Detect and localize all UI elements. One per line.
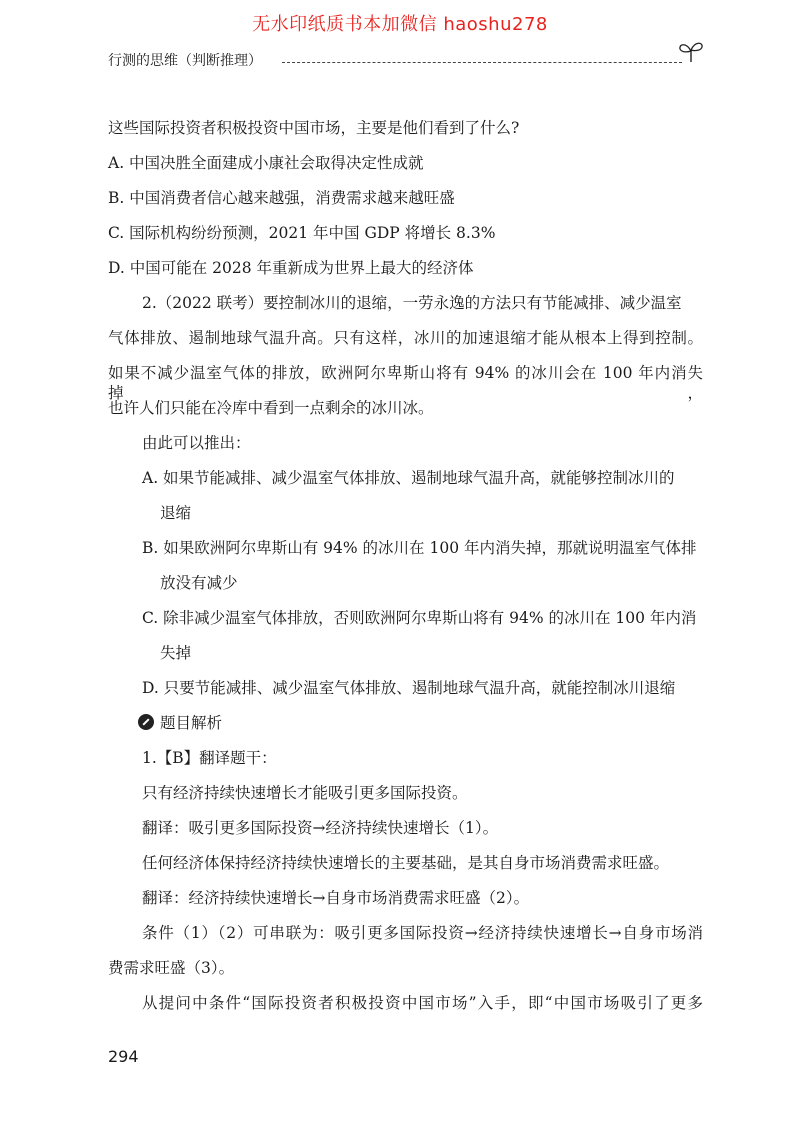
question-2-option-c: C. 除非减少温室气体排放，否则欧洲阿尔卑斯山将有 94% 的冰川在 100 年内消 bbox=[142, 609, 697, 627]
analysis-line-3: 翻译：吸引更多国际投资→经济持续快速增长（1）。 bbox=[142, 819, 499, 837]
question-2-option-c-cont: 失掉 bbox=[160, 644, 192, 662]
analysis-line-4: 任何经济体保持经济持续快速增长的主要基础，是其自身市场消费需求旺盛。 bbox=[142, 854, 670, 872]
question-2-prompt: 由此可以推出： bbox=[142, 434, 251, 452]
question-2-option-a: A. 如果节能减排、减少温室气体排放、遏制地球气温升高，就能够控制冰川的 bbox=[142, 469, 675, 487]
sprout-icon bbox=[676, 36, 706, 66]
analysis-line-2: 只有经济持续快速增长才能吸引更多国际投资。 bbox=[142, 784, 468, 802]
page-number: 294 bbox=[108, 1047, 139, 1066]
question-1-option-d: D. 中国可能在 2028 年重新成为世界上最大的经济体 bbox=[108, 259, 474, 277]
question-2-option-a-cont: 退缩 bbox=[160, 504, 192, 522]
analysis-line-6: 条件（1）（2）可串联为：吸引更多国际投资→经济持续快速增长→自身市场消 bbox=[142, 924, 703, 942]
question-2-line-3: 如果不减少温室气体的排放，欧洲阿尔卑斯山将有 94% 的冰川会在 100 年内消失掉， bbox=[108, 364, 703, 402]
question-1-option-c: C. 国际机构纷纷预测，2021 年中国 GDP 将增长 8.3% bbox=[108, 224, 496, 242]
analysis-line-7: 费需求旺盛（3）。 bbox=[108, 959, 235, 977]
running-head: 行测的思维（判断推理） bbox=[108, 53, 262, 69]
question-2-line-4: 也许人们只能在冷库中看到一点剩余的冰川冰。 bbox=[108, 399, 434, 417]
question-2-option-d: D. 只要节能减排、减少温室气体排放、遏制地球气温升高，就能控制冰川退缩 bbox=[142, 679, 676, 697]
question-1-option-a: A. 中国决胜全面建成小康社会取得决定性成就 bbox=[108, 154, 424, 172]
question-1-stem: 这些国际投资者积极投资中国市场，主要是他们看到了什么? bbox=[108, 119, 520, 137]
analysis-line-1: 1.【B】翻译题干： bbox=[142, 749, 277, 767]
analysis-heading-label: 题目解析 bbox=[160, 714, 223, 732]
analysis-heading bbox=[138, 713, 222, 733]
analysis-icon bbox=[138, 714, 154, 730]
analysis-line-8: 从提问中条件“国际投资者积极投资中国市场”入手，即“中国市场吸引了更多 bbox=[142, 994, 703, 1012]
header-rule bbox=[282, 62, 682, 63]
question-2-line-2: 气体排放、遏制地球气温升高。只有这样，冰川的加速退缩才能从根本上得到控制。 bbox=[108, 329, 703, 347]
analysis-line-5: 翻译：经济持续快速增长→自身市场消费需求旺盛（2）。 bbox=[142, 889, 530, 907]
question-2-line-1: 2.（2022 联考）要控制冰川的退缩，一劳永逸的方法只有节能减排、减少温室 bbox=[142, 294, 682, 312]
question-1-option-b: B. 中国消费者信心越来越强，消费需求越来越旺盛 bbox=[108, 189, 455, 207]
watermark-text: 无水印纸质书本加微信 haoshu278 bbox=[252, 14, 548, 35]
question-2-option-b-cont: 放没有减少 bbox=[160, 574, 238, 592]
question-2-option-b: B. 如果欧洲阿尔卑斯山有 94% 的冰川在 100 年内消失掉，那就说明温室气体排 bbox=[142, 539, 697, 557]
